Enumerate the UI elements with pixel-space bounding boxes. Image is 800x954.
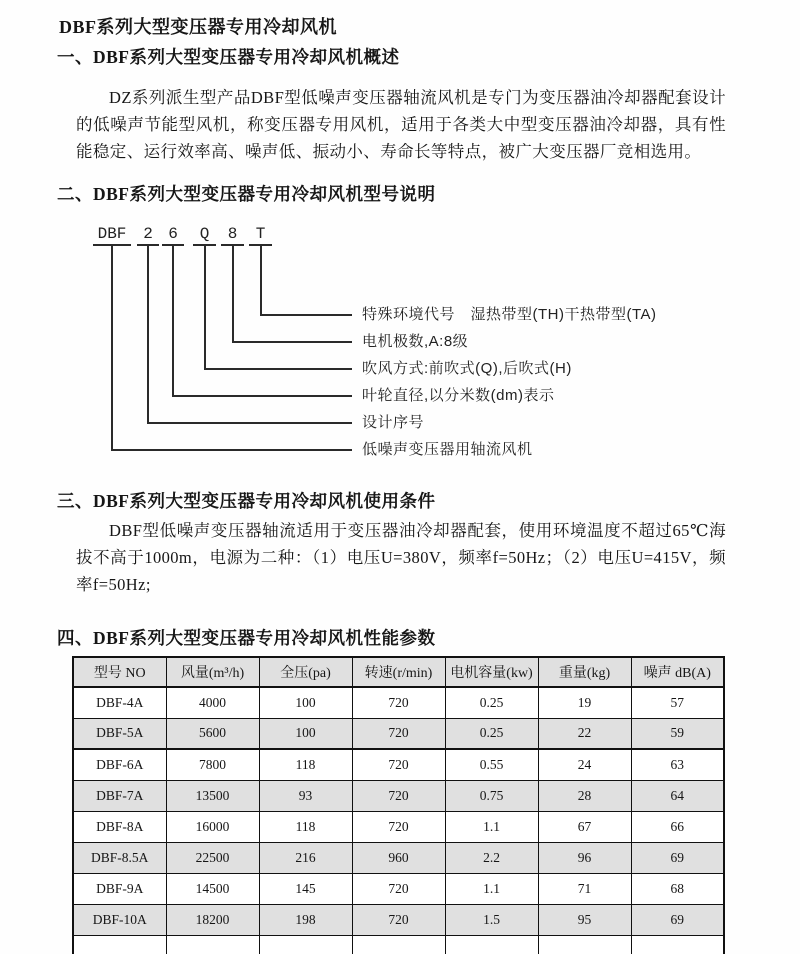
table-cell: 720 — [352, 780, 445, 811]
model-code-part-q: Q — [193, 224, 216, 246]
performance-table-head — [73, 657, 724, 687]
column-header-model: 型号 NO — [73, 657, 166, 687]
model-code-part-dbf: DBF — [93, 224, 131, 246]
leader-line-vertical — [204, 246, 206, 369]
column-header-pressure: 全压(pa) — [259, 657, 352, 687]
table-cell: 18200 — [166, 904, 259, 935]
leader-line-vertical — [111, 246, 113, 450]
table-cell: 720 — [352, 718, 445, 749]
table-cell: 720 — [352, 687, 445, 718]
table-row — [73, 718, 724, 749]
model-code-part-t: T — [249, 224, 272, 246]
table-cell: 24 — [538, 749, 631, 780]
table-cell: 4000 — [166, 687, 259, 718]
conditions-paragraph: DBF型低噪声变压器轴流适用于变压器油冷却器配套，使用环境温度不超过65℃海拔不高于1000m，电源为二种：（1）电压U=380V，频率f=50Hz；（2）电压U=415V，频率f=50Hz; — [76, 521, 726, 594]
model-code-label-motor-poles: 电机极数,A:8级 — [362, 333, 469, 350]
table-cell: 100 — [259, 718, 352, 749]
table-cell: DBF-7A — [73, 780, 166, 811]
table-row — [73, 904, 724, 935]
section-heading-model: 二、DBF系列大型变压器专用冷却风机型号说明 — [57, 184, 436, 204]
performance-table-body — [73, 687, 724, 954]
leader-line-horizontal — [172, 395, 352, 397]
table-cell: 100 — [259, 687, 352, 718]
table-cell: DBF-8A — [73, 811, 166, 842]
model-code-label-impeller-diameter: 叶轮直径,以分米数(dm)表示 — [362, 387, 555, 404]
table-cell: 720 — [352, 811, 445, 842]
table-cell: 28 — [538, 780, 631, 811]
table-cell: 0.75 — [445, 780, 538, 811]
page-title: DBF系列大型变压器专用冷却风机 — [59, 17, 337, 37]
section-heading-performance: 四、DBF系列大型变压器专用冷却风机性能参数 — [57, 628, 436, 648]
table-cell: 67 — [538, 811, 631, 842]
table-cell: 16000 — [166, 811, 259, 842]
table-cell: 69 — [631, 842, 724, 873]
table-cell: 0.25 — [445, 687, 538, 718]
table-row — [73, 811, 724, 842]
model-code-part-6: 6 — [162, 224, 184, 246]
column-header-airflow: 风量(m³/h) — [166, 657, 259, 687]
table-cell — [259, 935, 352, 954]
model-code-label-environment: 特殊环境代号 湿热带型(TH)干热带型(TA) — [362, 306, 657, 323]
leader-line-horizontal — [204, 368, 352, 370]
leader-line-vertical — [172, 246, 174, 396]
performance-table-container — [72, 656, 725, 954]
table-cell: 0.25 — [445, 718, 538, 749]
table-cell: DBF-6A — [73, 749, 166, 780]
table-row — [73, 687, 724, 718]
table-cell: 22500 — [166, 842, 259, 873]
table-cell: 720 — [352, 749, 445, 780]
leader-line-horizontal — [147, 422, 352, 424]
table-cell: 216 — [259, 842, 352, 873]
table-cell: 1.5 — [445, 904, 538, 935]
table-cell: 93 — [259, 780, 352, 811]
leader-line-vertical — [147, 246, 149, 423]
table-cell: 118 — [259, 811, 352, 842]
table-cell: 118 — [259, 749, 352, 780]
table-cell: 95 — [538, 904, 631, 935]
table-cell: 1.1 — [445, 873, 538, 904]
table-cell — [73, 935, 166, 954]
performance-table — [72, 656, 725, 954]
model-code-part-2: 2 — [137, 224, 159, 246]
table-cell: 1.1 — [445, 811, 538, 842]
table-cell: 14500 — [166, 873, 259, 904]
table-row — [73, 842, 724, 873]
table-cell — [352, 935, 445, 954]
table-row — [73, 780, 724, 811]
table-cell: 66 — [631, 811, 724, 842]
table-cell: 2.2 — [445, 842, 538, 873]
table-cell: 960 — [352, 842, 445, 873]
table-cell: 7800 — [166, 749, 259, 780]
leader-line-vertical — [232, 246, 234, 342]
table-cell: 22 — [538, 718, 631, 749]
table-cell: 96 — [538, 842, 631, 873]
table-cell: DBF-9A — [73, 873, 166, 904]
table-cell: DBF-10A — [73, 904, 166, 935]
leader-line-horizontal — [111, 449, 352, 451]
model-code-label-design-serial: 设计序号 — [362, 414, 425, 431]
column-header-motor-capacity: 电机容量(kw) — [445, 657, 538, 687]
section-heading-overview: 一、DBF系列大型变压器专用冷却风机概述 — [57, 47, 400, 67]
table-cell: 5600 — [166, 718, 259, 749]
table-cell — [445, 935, 538, 954]
table-cell: DBF-4A — [73, 687, 166, 718]
table-cell — [166, 935, 259, 954]
leader-line-vertical — [260, 246, 262, 315]
table-cell: 68 — [631, 873, 724, 904]
table-cell — [631, 935, 724, 954]
table-header-row — [73, 657, 724, 687]
table-row-partial — [73, 935, 724, 954]
overview-paragraph: DZ系列派生型产品DBF型低噪声变压器轴流风机是专门为变压器油冷却器配套设计的低噪声节能型风机，称变压器专用风机，适用于各类大中型变压器油冷却器，具有性能稳定、运行效率高、噪声低、振动小、寿命长等特点，被广大变压器厂竞相选用。 — [76, 88, 726, 161]
table-cell: 720 — [352, 873, 445, 904]
table-cell — [538, 935, 631, 954]
table-cell: 19 — [538, 687, 631, 718]
table-cell: 0.55 — [445, 749, 538, 780]
table-cell: 13500 — [166, 780, 259, 811]
model-code-label-blow-mode: 吹风方式:前吹式(Q),后吹式(H) — [362, 360, 572, 377]
table-cell: 71 — [538, 873, 631, 904]
leader-line-horizontal — [232, 341, 352, 343]
model-code-part-8: 8 — [221, 224, 244, 246]
table-cell: DBF-8.5A — [73, 842, 166, 873]
section-heading-conditions: 三、DBF系列大型变压器专用冷却风机使用条件 — [57, 491, 436, 511]
table-row — [73, 873, 724, 904]
table-cell: 69 — [631, 904, 724, 935]
model-code-label-fan-type: 低噪声变压器用轴流风机 — [362, 441, 533, 458]
table-cell: 198 — [259, 904, 352, 935]
table-cell: 720 — [352, 904, 445, 935]
table-row — [73, 749, 724, 780]
leader-line-horizontal — [260, 314, 352, 316]
table-cell: 59 — [631, 718, 724, 749]
table-cell: 63 — [631, 749, 724, 780]
table-cell: DBF-5A — [73, 718, 166, 749]
column-header-speed: 转速(r/min) — [352, 657, 445, 687]
column-header-noise: 噪声 dB(A) — [631, 657, 724, 687]
column-header-weight: 重量(kg) — [538, 657, 631, 687]
table-cell: 57 — [631, 687, 724, 718]
table-cell: 145 — [259, 873, 352, 904]
table-cell: 64 — [631, 780, 724, 811]
